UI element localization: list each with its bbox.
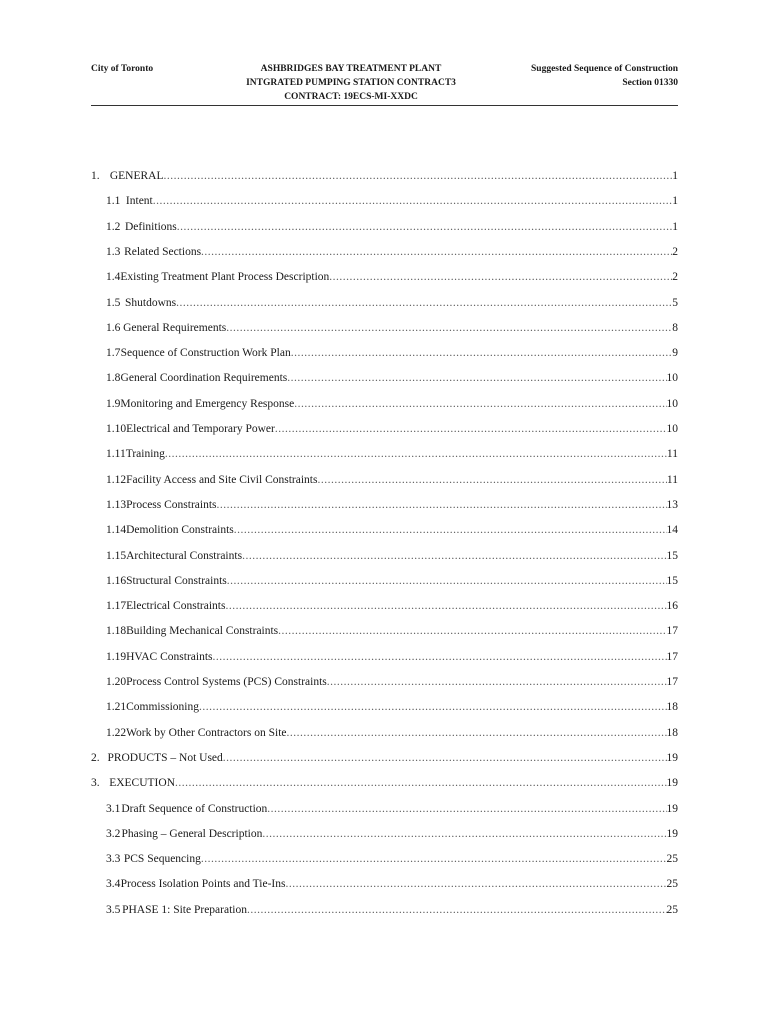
- dot-leader: [242, 550, 666, 562]
- page-header: [91, 62, 678, 106]
- dot-leader: [223, 752, 667, 764]
- toc-entry-title: General Requirements: [123, 322, 227, 334]
- toc-entry-number: 3.2: [106, 828, 121, 840]
- toc-entry-number: 1.2: [106, 221, 121, 233]
- toc-entry[interactable]: [91, 550, 678, 566]
- toc-entry[interactable]: [91, 701, 678, 717]
- dot-leader: [213, 651, 667, 663]
- toc-entry-page: 17: [666, 625, 678, 637]
- toc-entry[interactable]: [91, 347, 678, 363]
- toc-entry-title: Work by Other Contractors on Site: [126, 727, 287, 739]
- toc-entry-title: Commissioning: [126, 701, 199, 713]
- toc-entry-title: Process Constraints: [126, 499, 217, 511]
- dot-leader: [327, 676, 667, 688]
- toc-entry[interactable]: [91, 499, 678, 515]
- toc-entry-page: 19: [666, 777, 678, 789]
- toc-entry-title: Existing Treatment Plant Process Description: [120, 271, 330, 283]
- toc-entry-page: 2: [672, 271, 678, 283]
- dot-leader: [201, 246, 672, 258]
- toc-entry-number: 1.16: [106, 575, 127, 587]
- toc-entry-number: 3.3: [106, 853, 121, 865]
- toc-entry-page: 19: [666, 828, 678, 840]
- toc-entry-page: 13: [666, 499, 678, 511]
- toc-entry-title: PHASE 1: Site Preparation: [122, 904, 247, 916]
- toc-entry-number: 1.1: [106, 195, 121, 207]
- toc-entry-title: EXECUTION: [109, 777, 175, 789]
- toc-entry-number: 1.14: [106, 524, 127, 536]
- toc-entry-number: 1.10: [106, 423, 127, 435]
- dot-leader: [329, 271, 672, 283]
- toc-entry-number: 1.3: [106, 246, 121, 258]
- toc-entry-title: PCS Sequencing: [123, 853, 201, 865]
- toc-entry-title: Intent: [125, 195, 153, 207]
- toc-entry-number: 1.11: [106, 448, 126, 460]
- toc-entry-page: 1: [672, 195, 678, 207]
- toc-entry-title: Training: [125, 448, 165, 460]
- dot-leader: [201, 853, 667, 865]
- header-center-line: ASHBRIDGES BAY TREATMENT PLANT: [260, 64, 442, 74]
- toc-entry-number: 2.: [91, 752, 100, 764]
- toc-entry-page: 11: [666, 448, 678, 460]
- toc-entry-number: 1.18: [106, 625, 127, 637]
- toc-entry-title: Definitions: [125, 221, 177, 233]
- toc-entry[interactable]: [91, 170, 678, 186]
- toc-entry-page: 17: [666, 676, 678, 688]
- dot-leader: [176, 297, 672, 309]
- toc-entry-page: 19: [666, 752, 678, 764]
- toc-entry-page: 15: [666, 575, 678, 587]
- toc-entry-number: 1.: [91, 170, 100, 182]
- header-left: City of Toronto: [91, 64, 154, 74]
- toc-entry[interactable]: [91, 195, 678, 211]
- toc-entry[interactable]: [91, 777, 678, 793]
- toc-entry-title: Demolition Constraints: [126, 524, 234, 536]
- toc-entry-title: Building Mechanical Constraints: [126, 625, 279, 637]
- toc-entry-page: 8: [672, 322, 678, 334]
- toc-entry-page: 10: [666, 398, 678, 410]
- toc-entry[interactable]: [91, 423, 678, 439]
- toc-entry[interactable]: [91, 803, 678, 819]
- toc-entry-number: 1.6: [106, 322, 121, 334]
- header-center-line: INTGRATED PUMPING STATION CONTRACT3: [246, 78, 456, 88]
- toc-entry-number: 1.22: [106, 727, 127, 739]
- toc-entry[interactable]: [91, 651, 678, 667]
- dot-leader: [175, 777, 667, 789]
- toc-entry-page: 18: [666, 701, 678, 713]
- toc-entry-page: 2: [672, 246, 678, 258]
- dot-leader: [285, 878, 666, 890]
- toc-entry-number: 1.15: [106, 550, 127, 562]
- toc-entry-title: GENERAL: [109, 170, 164, 182]
- toc-entry-number: 1.19: [106, 651, 127, 663]
- toc-entry[interactable]: [91, 372, 678, 388]
- toc-entry-number: 1.4: [106, 271, 121, 283]
- dot-leader: [278, 625, 666, 637]
- toc-entry[interactable]: [91, 752, 678, 768]
- toc-entry-page: 11: [666, 474, 678, 486]
- toc-entry-number: 3.4: [106, 878, 121, 890]
- toc-entry-title: Structural Constraints: [126, 575, 227, 587]
- header-center-line: CONTRACT: 19ECS-MI-XXDC: [284, 92, 418, 102]
- dot-leader: [227, 575, 667, 587]
- toc-entry-page: 18: [666, 727, 678, 739]
- toc-entry-title: HVAC Constraints: [126, 651, 213, 663]
- toc-entry-page: 5: [672, 297, 678, 309]
- toc-entry-page: 19: [666, 803, 678, 815]
- toc-entry-page: 16: [666, 600, 678, 612]
- toc-entry-title: Process Isolation Points and Tie-Ins: [120, 878, 286, 890]
- toc-entry-page: 10: [666, 372, 678, 384]
- toc-entry-number: 1.17: [106, 600, 127, 612]
- toc-entry-title: Sequence of Construction Work Plan: [120, 347, 291, 359]
- toc-entry-title: Shutdowns: [125, 297, 177, 309]
- toc-entry-title: Facility Access and Site Civil Constraints: [126, 474, 318, 486]
- dot-leader: [226, 322, 672, 334]
- dot-leader: [165, 448, 667, 460]
- dot-leader: [153, 195, 673, 207]
- dot-leader: [317, 474, 666, 486]
- toc-entry-title: Architectural Constraints: [126, 550, 243, 562]
- dot-leader: [287, 372, 666, 384]
- toc-entry-title: Related Sections: [124, 246, 202, 258]
- dot-leader: [287, 727, 667, 739]
- toc-entry-page: 14: [666, 524, 678, 536]
- toc-entry[interactable]: [91, 878, 678, 894]
- toc-entry-title: General Coordination Requirements: [120, 372, 288, 384]
- dot-leader: [177, 221, 673, 233]
- toc-entry-page: 1: [672, 221, 678, 233]
- toc-entry[interactable]: [91, 600, 678, 616]
- toc-entry-page: 25: [666, 853, 678, 865]
- toc-entry-number: 1.9: [106, 398, 121, 410]
- header-rule: [91, 105, 678, 106]
- toc-entry-page: 17: [666, 651, 678, 663]
- toc-entry-number: 1.13: [106, 499, 127, 511]
- toc-entry-title: Phasing – General Description: [121, 828, 263, 840]
- toc-entry[interactable]: [91, 271, 678, 287]
- toc-entry-number: 3.: [91, 777, 100, 789]
- toc-entry[interactable]: [91, 853, 678, 869]
- toc-entry[interactable]: [91, 575, 678, 591]
- dot-leader: [267, 803, 666, 815]
- toc-entry-title: Process Control Systems (PCS) Constraints: [126, 676, 327, 688]
- toc-entry-number: 1.12: [106, 474, 127, 486]
- toc-entry[interactable]: [91, 448, 678, 464]
- header-right-line: Section 01330: [622, 78, 678, 88]
- toc-entry-page: 9: [672, 347, 678, 359]
- toc-entry[interactable]: [91, 221, 678, 237]
- toc-entry-title: Electrical and Temporary Power: [126, 423, 275, 435]
- header-center: [211, 62, 491, 104]
- toc-entry-number: 3.5: [106, 904, 121, 916]
- toc-entry-page: 25: [666, 878, 678, 890]
- toc-entry-number: 1.20: [106, 676, 127, 688]
- toc-entry-title: PRODUCTS – Not Used: [107, 752, 223, 764]
- toc-entry-number: 1.8: [106, 372, 121, 384]
- toc-entry[interactable]: [91, 828, 678, 844]
- toc-entry[interactable]: [91, 474, 678, 490]
- toc-entry[interactable]: [91, 676, 678, 692]
- dot-leader: [234, 524, 667, 536]
- dot-leader: [247, 904, 667, 916]
- dot-leader: [294, 398, 666, 410]
- dot-leader: [262, 828, 666, 840]
- toc-entry-title: Draft Sequence of Construction: [121, 803, 268, 815]
- dot-leader: [217, 499, 667, 511]
- toc-entry-page: 15: [666, 550, 678, 562]
- toc-entry-number: 3.1: [106, 803, 121, 815]
- dot-leader: [225, 600, 666, 612]
- dot-leader: [291, 347, 673, 359]
- toc-entry[interactable]: [91, 297, 678, 313]
- header-right-line: Suggested Sequence of Construction: [531, 64, 678, 74]
- toc-entry[interactable]: [91, 246, 678, 262]
- header-right: [531, 62, 678, 90]
- toc-entry-title: Electrical Constraints: [126, 600, 226, 612]
- toc-entry[interactable]: [91, 727, 678, 743]
- toc-entry-page: 10: [666, 423, 678, 435]
- toc-entry[interactable]: [91, 524, 678, 540]
- dot-leader: [164, 170, 673, 182]
- toc-entry-page: 25: [666, 904, 678, 916]
- toc-entry[interactable]: [91, 625, 678, 641]
- toc-entry-number: 1.7: [106, 347, 121, 359]
- toc-entry[interactable]: [91, 904, 678, 920]
- dot-leader: [275, 423, 667, 435]
- toc-entry-number: 1.21: [106, 701, 127, 713]
- toc-entry-page: 1: [672, 170, 678, 182]
- toc-entry-number: 1.5: [106, 297, 121, 309]
- toc-entry-title: Monitoring and Emergency Response: [120, 398, 295, 410]
- dot-leader: [199, 701, 667, 713]
- toc-entry[interactable]: [91, 322, 678, 338]
- toc-entry[interactable]: [91, 398, 678, 414]
